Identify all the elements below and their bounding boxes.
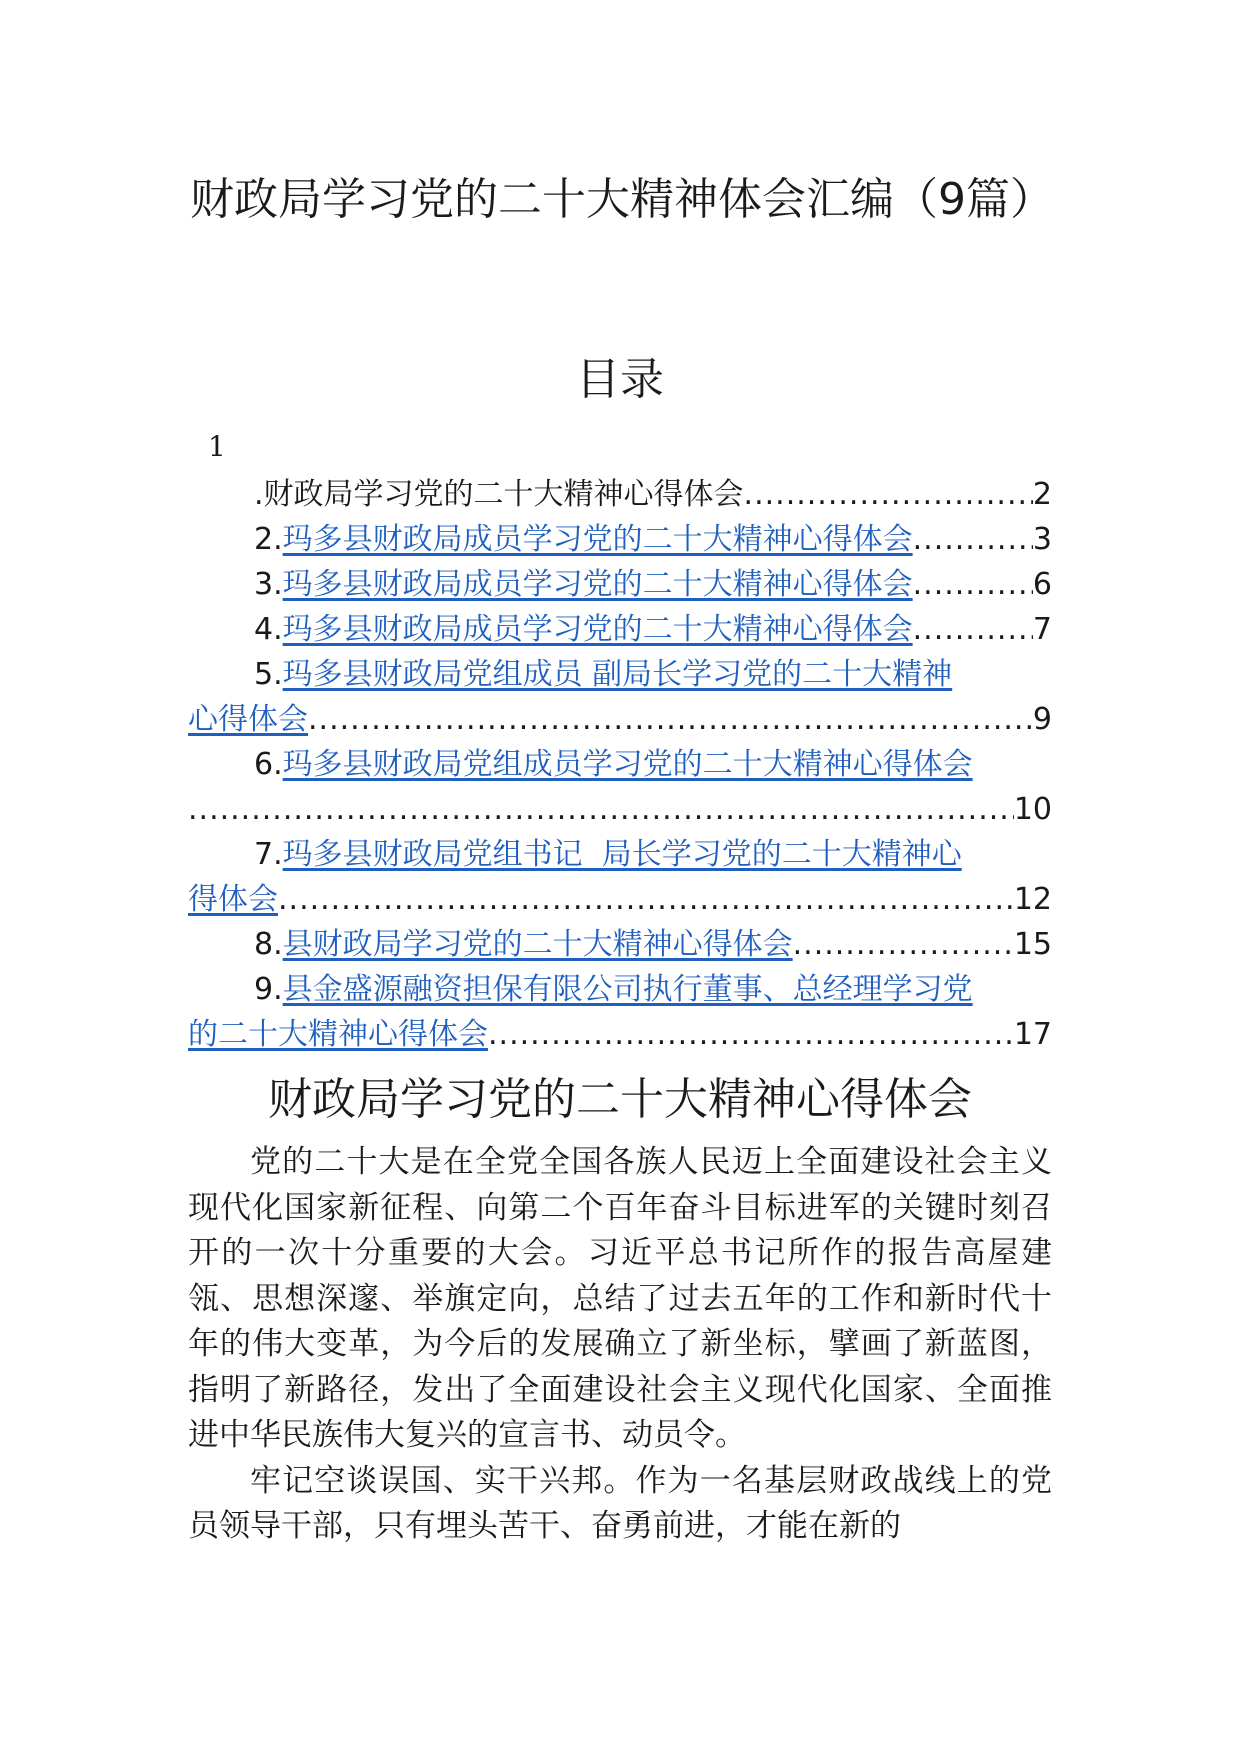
toc-entry-number: . (254, 477, 264, 512)
toc-entry-4[interactable] (188, 607, 1052, 652)
toc-entry-page: 9 (1032, 702, 1052, 737)
toc-entry-5-continued[interactable] (188, 697, 1052, 742)
toc-entry-page: 15 (1013, 927, 1052, 962)
toc-entry-8[interactable] (188, 922, 1052, 967)
toc-entry-7[interactable] (188, 832, 1052, 877)
toc-leader-dots (278, 877, 1014, 922)
toc-entry-text: 财政局学习党的二十大精神心得体会 (263, 477, 744, 512)
toc-entry-page: 12 (1013, 882, 1052, 917)
toc-entry-number: 6. (254, 747, 283, 782)
toc-entry-7-continued[interactable] (188, 877, 1052, 922)
toc-entry-number: 8. (254, 927, 283, 962)
toc-leader-dots (488, 1012, 1014, 1057)
toc-entry-6[interactable] (188, 742, 1052, 787)
toc-entry-3[interactable] (188, 562, 1052, 607)
toc-entry-link-continued[interactable]: 得体会 (188, 882, 278, 917)
toc-entry-link[interactable]: 玛多县财政局党组成员 副局长学习党的二十大精神 (282, 657, 953, 692)
toc-entry-number: 2. (254, 522, 283, 557)
toc-entry-5[interactable] (188, 652, 1052, 697)
toc-leader-dots (913, 517, 1033, 562)
toc-stray-number: 1 (208, 430, 226, 463)
toc-leader-dots (793, 922, 1014, 967)
toc-entry-6-continued (188, 787, 1052, 832)
toc-entry-number: 4. (254, 612, 283, 647)
toc-entry-link[interactable]: 玛多县财政局党组书记 局长学习党的二十大精神心 (282, 837, 962, 872)
toc-entry-page: 10 (1013, 792, 1052, 827)
toc-entry-page: 2 (1032, 477, 1052, 512)
toc-leader-dots (744, 472, 1033, 517)
toc-leader-dots (188, 787, 1014, 832)
toc-leader-dots (308, 697, 1033, 742)
section-title: 财政局学习党的二十大精神心得体会 (268, 1074, 972, 1125)
toc-entry-number: 3. (254, 567, 283, 602)
toc-entry-link[interactable]: 玛多县财政局成员学习党的二十大精神心得体会 (282, 567, 913, 602)
toc-entry-9-continued[interactable] (188, 1012, 1052, 1057)
toc-entry-link[interactable]: 县财政局学习党的二十大精神心得体会 (282, 927, 793, 962)
toc-entry-page: 17 (1013, 1017, 1052, 1052)
toc-entry-link-continued[interactable]: 的二十大精神心得体会 (188, 1017, 488, 1052)
toc-entry-page: 7 (1032, 612, 1052, 647)
toc-entry-number: 7. (254, 837, 283, 872)
body-text (188, 1140, 1052, 1550)
toc-leader-dots (913, 607, 1033, 652)
toc-entry-link[interactable]: 玛多县财政局成员学习党的二十大精神心得体会 (282, 522, 913, 557)
paragraph: 牢记空谈误国、实干兴邦。作为一名基层财政战线上的党员领导干部，只有埋头苦干、奋勇前进，才能在新的 (188, 1462, 1052, 1544)
toc-entry-1 (188, 472, 1052, 517)
toc-entry-link[interactable]: 玛多县财政局党组成员学习党的二十大精神心得体会 (282, 747, 973, 782)
toc-entry-2[interactable] (188, 517, 1052, 562)
toc-entry-9[interactable] (188, 967, 1052, 1012)
document-title: 财政局学习党的二十大精神体会汇编（9篇） (190, 174, 1054, 225)
toc-leader-dots (913, 562, 1033, 607)
toc-heading: 目录 (576, 354, 664, 405)
toc-entry-link[interactable]: 县金盛源融资担保有限公司执行董事、总经理学习党 (282, 972, 973, 1007)
toc-entry-link[interactable]: 玛多县财政局成员学习党的二十大精神心得体会 (282, 612, 913, 647)
paragraph: 党的二十大是在全党全国各族人民迈上全面建设社会主义现代化国家新征程、向第二个百年奋斗目标进军的关键时刻召开的一次十分重要的大会。习近平总书记所作的报告高屋建瓴、思想深邃、举旗定向，总结了过去五年的工作和新时代十年的伟大变革，为今后的发展确立了新坐标，擘画了新蓝图，指明了新路径，发出了全面建设社会主义现代化国家、全面推进中华民族伟大复兴的宣言书、动员令。 (188, 1144, 1052, 1453)
toc-entry-page: 3 (1032, 522, 1052, 557)
table-of-contents (188, 472, 1052, 1057)
toc-entry-page: 6 (1032, 567, 1052, 602)
toc-entry-number: 9. (254, 972, 283, 1007)
toc-entry-number: 5. (254, 657, 283, 692)
toc-entry-link-continued[interactable]: 心得体会 (188, 702, 308, 737)
